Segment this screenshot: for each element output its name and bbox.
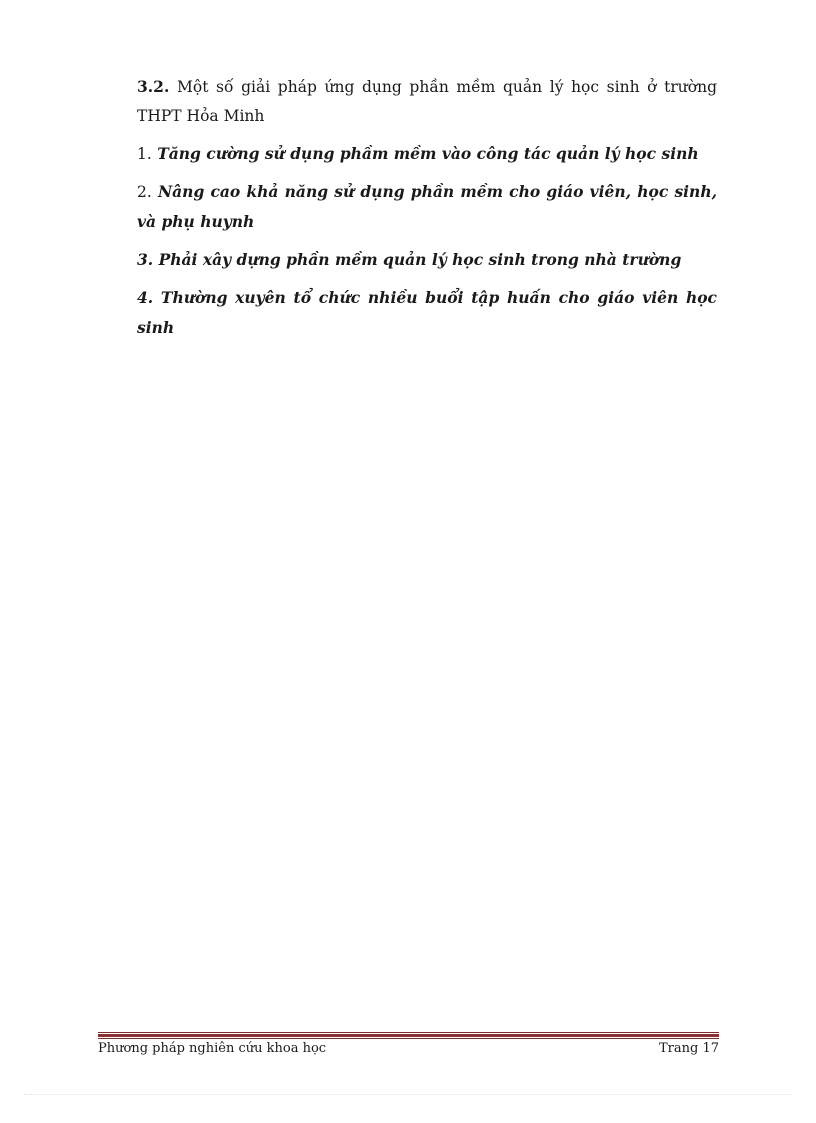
section-heading xyxy=(137,72,717,131)
list-item-index: 1. xyxy=(137,145,152,163)
section-title: Một số giải pháp ứng dụng phần mềm quản lý học sinh ở trường THPT Hỏa Minh xyxy=(137,78,717,125)
footer-divider-line-bottom xyxy=(98,1038,719,1039)
page-content xyxy=(137,72,717,343)
list-item-text: Phải xây dựng phần mềm quản lý học sinh trong nhà trường xyxy=(153,250,682,269)
list-item-index: 3. xyxy=(137,250,154,269)
footer-divider xyxy=(98,1032,719,1038)
page-number: Trang 17 xyxy=(658,1041,719,1056)
footer-title: Phương pháp nghiên cứu khoa học xyxy=(98,1041,327,1056)
list-item xyxy=(137,139,717,169)
section-number: 3.2. xyxy=(137,77,170,96)
page-bottom-edge xyxy=(24,1094,792,1095)
footer-divider-line-top xyxy=(98,1032,719,1033)
list-item xyxy=(137,245,717,275)
footer-divider-line-main xyxy=(98,1034,719,1037)
list-item xyxy=(137,283,717,343)
page-footer xyxy=(98,1041,719,1061)
list-item-index: 2. xyxy=(137,183,152,201)
list-item xyxy=(137,177,717,237)
list-item-text: Tăng cường sử dụng phầm mềm vào công tác quản lý học sinh xyxy=(151,144,699,163)
list-item-index: 4. xyxy=(137,288,154,307)
list-item-text: Nâng cao khả năng sử dụng phần mềm cho giáo viên, học sinh, và phụ huynh xyxy=(137,182,717,231)
list-item-text: Thường xuyên tổ chức nhiều buổi tập huấn cho giáo viên học sinh xyxy=(137,288,717,337)
